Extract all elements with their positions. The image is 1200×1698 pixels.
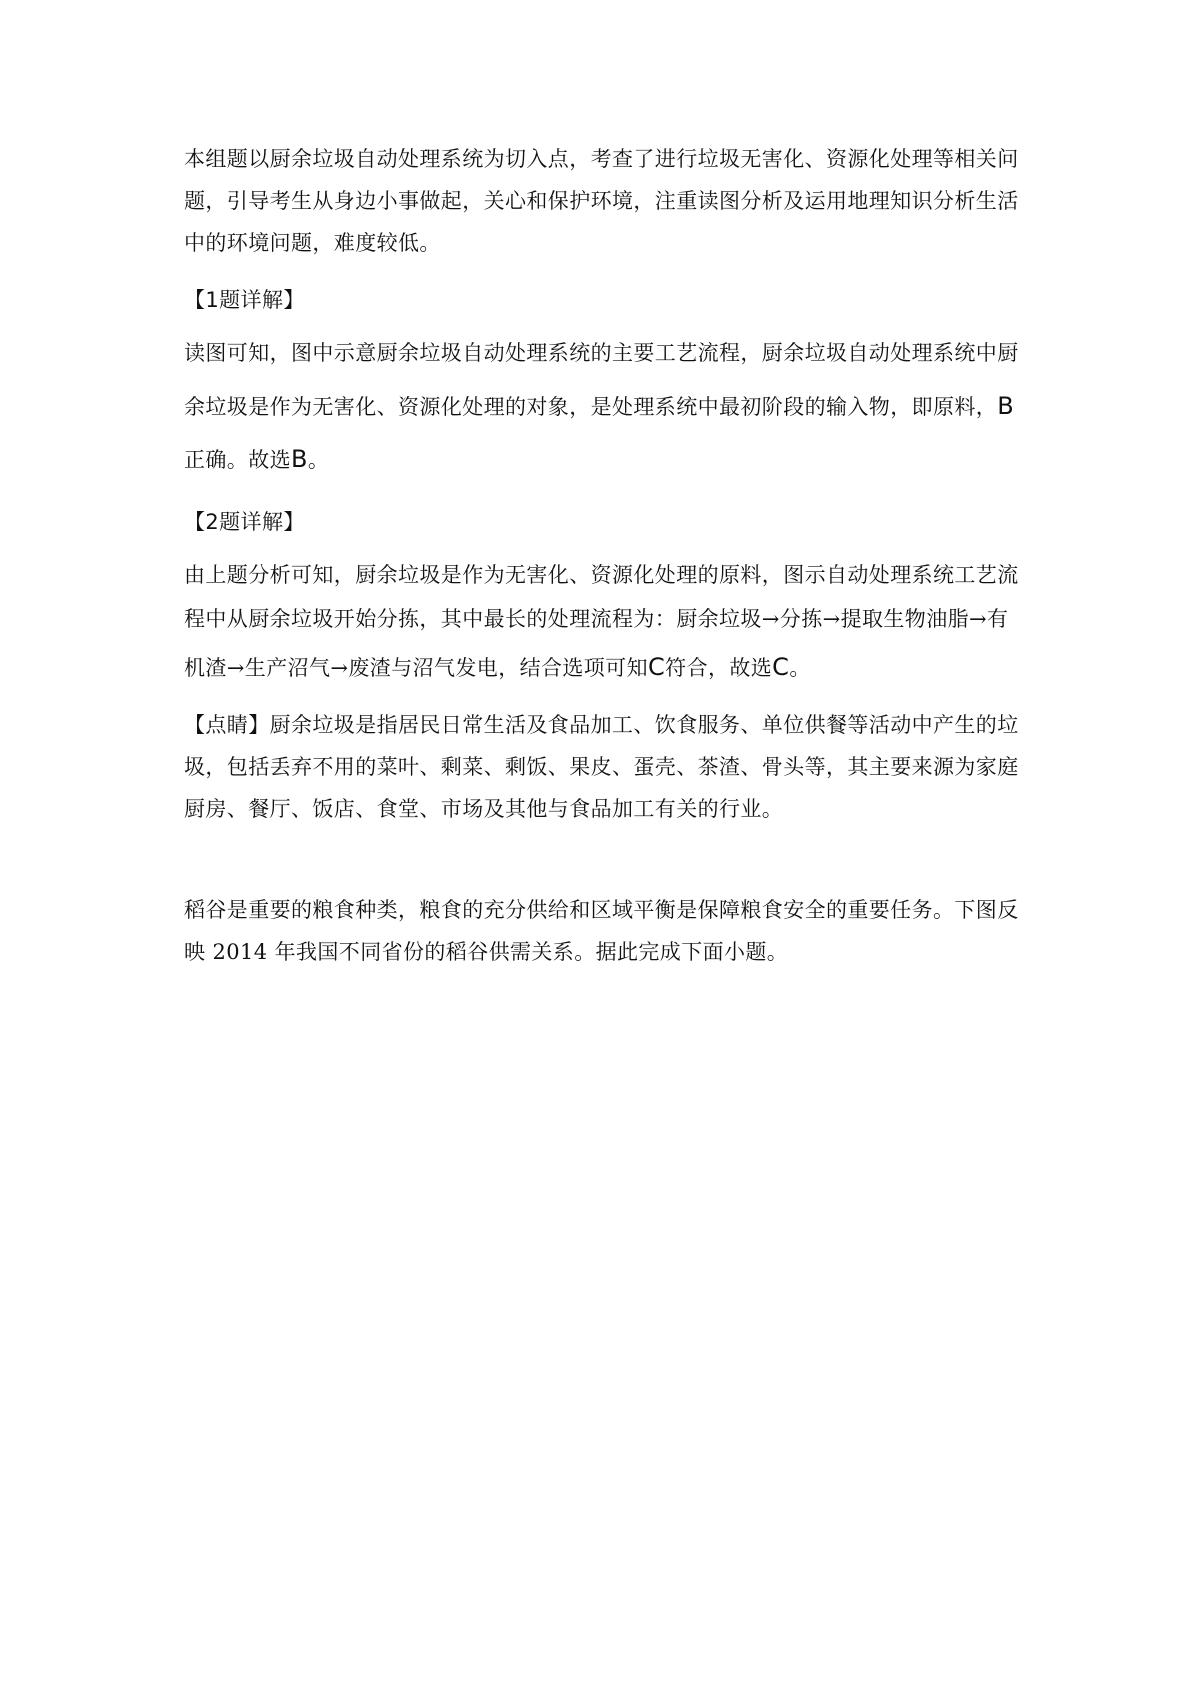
next-intro-line-1: 稻谷是重要的粮食种类，粮食的充分供给和区域平衡是保障粮食安全的重要任务。下图反 [184, 898, 1019, 922]
q1-heading: 【1题详解】 [184, 288, 305, 312]
q1-answer-inline: B [997, 392, 1015, 420]
q1-line-3 [184, 444, 1044, 475]
q2-line-3 [184, 652, 1044, 683]
summary-line-2: 题，引导考生从身边小事做起，关心和保护环境，注重读图分析及运用地理知识分析生活 [184, 189, 1019, 213]
tip-line-2: 圾，包括丢弃不用的菜叶、剩菜、剩饭、果皮、蛋壳、茶渣、骨头等，其主要来源为家庭 [184, 755, 1019, 779]
q2-line-3-mid: 符合，故选 [665, 656, 773, 680]
q2-answer-inline: C [648, 653, 666, 681]
next-intro-line-2: 映 2014 年我国不同省份的稻谷供需关系。据此完成下面小题。 [184, 940, 789, 964]
q2-line-3-text: 机渣→生产沼气→废渣与沼气发电，结合选项可知 [184, 656, 648, 680]
tip-line-1: 【点睛】厨余垃圾是指居民日常生活及食品加工、饮食服务、单位供餐等活动中产生的垃 [184, 713, 1019, 737]
tip-line-3: 厨房、餐厅、饭店、食堂、市场及其他与食品加工有关的行业。 [184, 797, 784, 821]
q2-line-3-end: 。 [789, 656, 811, 680]
q1-answer-choice: B [291, 445, 308, 473]
summary-line-1: 本组题以厨余垃圾自动处理系统为切入点，考查了进行垃圾无害化、资源化处理等相关问 [184, 147, 1019, 171]
q1-line-2-text: 余垃圾是作为无害化、资源化处理的对象，是处理系统中最初阶段的输入物，即原料， [184, 395, 998, 419]
q2-answer-choice: C [772, 653, 790, 681]
q1-line-1: 读图可知，图中示意厨余垃圾自动处理系统的主要工艺流程，厨余垃圾自动处理系统中厨 [184, 341, 1019, 365]
q1-line-2 [184, 391, 1044, 422]
summary-line-3: 中的环境问题，难度较低。 [184, 231, 441, 255]
q1-line-3-end: 。 [307, 448, 330, 472]
q2-heading: 【2题详解】 [184, 510, 305, 534]
q2-line-2: 程中从厨余垃圾开始分拣，其中最长的处理流程为：厨余垃圾→分拣→提取生物油脂→有 [184, 607, 1009, 631]
q1-line-3-text: 正确。故选 [184, 448, 291, 472]
q2-line-1: 由上题分析可知，厨余垃圾是作为无害化、资源化处理的原料，图示自动处理系统工艺流 [184, 563, 1019, 587]
